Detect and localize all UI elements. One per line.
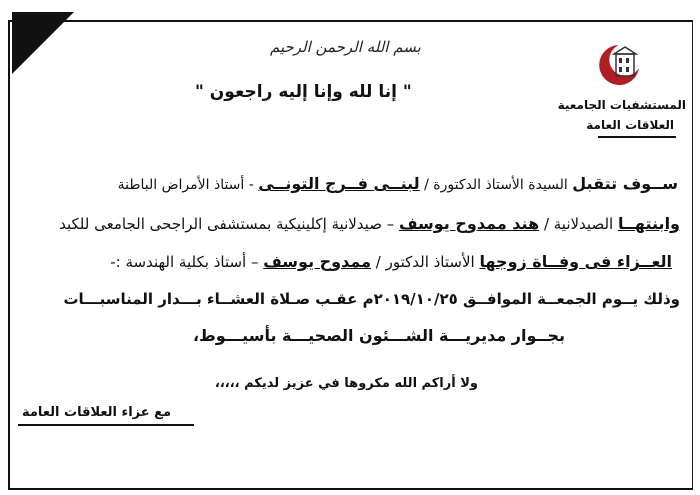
notice-line-1 (118, 174, 678, 193)
org-department: العلاقات العامة (586, 118, 674, 132)
basmala: بسم الله الرحمن الرحيم (270, 38, 421, 56)
mourning-ribbon-icon (12, 12, 74, 74)
notice-line-5: بجــوار مديريـــة الشـــئون الصحيـــة بأسيـــوط، (193, 326, 565, 345)
notice-line-2 (59, 214, 680, 233)
university-hospital-logo-icon (596, 42, 642, 88)
department-underline (598, 136, 676, 138)
notice-line-3 (110, 252, 672, 271)
line2-role: – صيدلانية إكلينيكية بمستشفى الراجحى الجامعى للكبد (59, 215, 399, 233)
line2-lead: وابنتهــا (617, 214, 680, 233)
line1-role: - أستاذ الأمراض الباطنة (117, 177, 259, 193)
line2-name: هند ممدوح يوسف (398, 214, 540, 233)
line3-name: ممدوح يوسف (263, 252, 371, 271)
line3-lead: العــزاء فى وفــاة زوجها (479, 252, 672, 271)
signature: مع عزاء العلاقات العامة (22, 405, 172, 420)
line3-title: الأستاذ الدكتور / (371, 253, 480, 271)
org-name: المستشفيات الجامعية (557, 98, 686, 112)
line3-role: – أستاذ بكلية الهندسة :- (110, 253, 264, 271)
quran-verse: " إنا لله وإنا إليه راجعون " (195, 82, 412, 102)
line2-title: الصيدلانية / (539, 215, 618, 233)
signature-underline (18, 424, 194, 426)
line1-lead: ســوف تتقبل (572, 174, 678, 193)
closing-prayer: ولا أراكم الله مكروها في عزيز لديكم ،،،،، (214, 376, 478, 391)
line1-name: لبنــى فــرج التونــى (258, 174, 420, 193)
line1-title: السيدة الأستاذ الدكتورة / (419, 177, 573, 193)
notice-line-4: وذلك يــوم الجمعــة الموافــق ٢٠١٩/١٠/٢٥م عقـب صـلاة العشــاء بـــدار المناسبـــات (63, 290, 680, 308)
